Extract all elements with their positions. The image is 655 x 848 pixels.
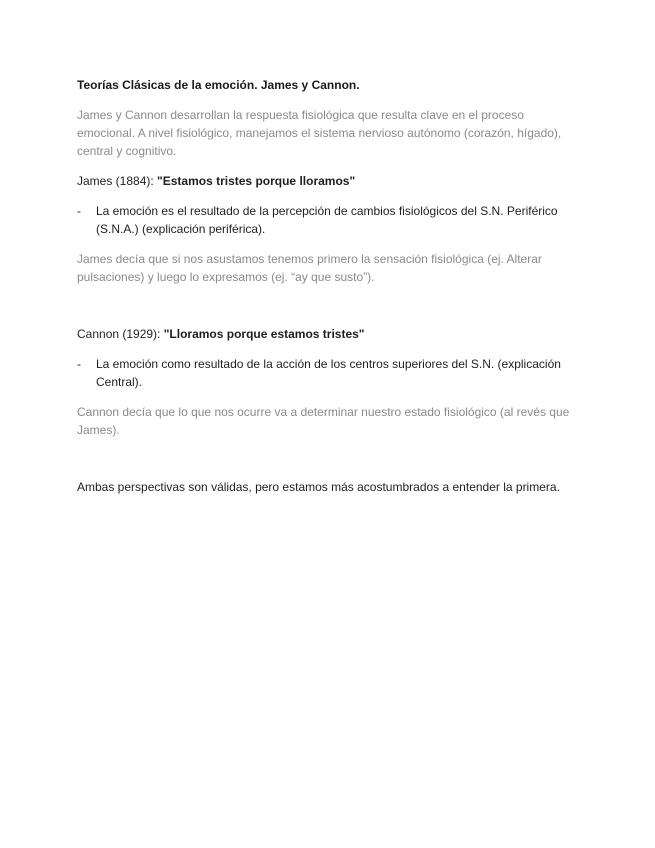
bullet-dash: - [77,204,81,218]
james-bullet-item [77,202,579,238]
conclusion-paragraph: Ambas perspectivas son válidas, pero estamos más acostumbrados a entender la primera. [77,480,560,494]
james-heading [77,172,579,190]
cannon-quote: "Lloramos porque estamos tristes" [163,327,365,341]
cannon-heading [77,325,579,343]
cannon-bullet-item [77,355,579,391]
intro-paragraph: James y Cannon desarrollan la respuesta fisiológica que resulta clave en el proceso emocional. A nivel fisiológico, manejamos el sistema nervioso autónomo (corazón, hígado), central y cognitivo. [77,108,562,158]
james-quote: "Estamos tristes porque lloramos" [157,174,356,188]
document-title: Teorías Clásicas de la emoción. James y Cannon. [77,78,360,92]
james-note: James decía que si nos asustamos tenemos primero la sensación fisiológica (ej. Alterar pulsaciones) y luego lo expresamos (ej. “ay que susto”). [77,252,542,284]
james-label: James (1884): [77,174,158,188]
cannon-note: Cannon decía que lo que nos ocurre va a determinar nuestro estado fisiológico (al revés que James). [77,405,570,437]
cannon-bullet-text: La emoción como resultado de la acción de los centros superiores del S.N. (explicación Central). [96,357,561,389]
cannon-label: Cannon (1929): [77,327,164,341]
section-spacer [77,298,579,325]
james-bullet-text: La emoción es el resultado de la percepción de cambios fisiológicos del S.N. Periférico (S.N.A.) (explicación periférica). [96,204,558,236]
section-spacer [77,451,579,478]
bullet-dash: - [77,357,81,371]
